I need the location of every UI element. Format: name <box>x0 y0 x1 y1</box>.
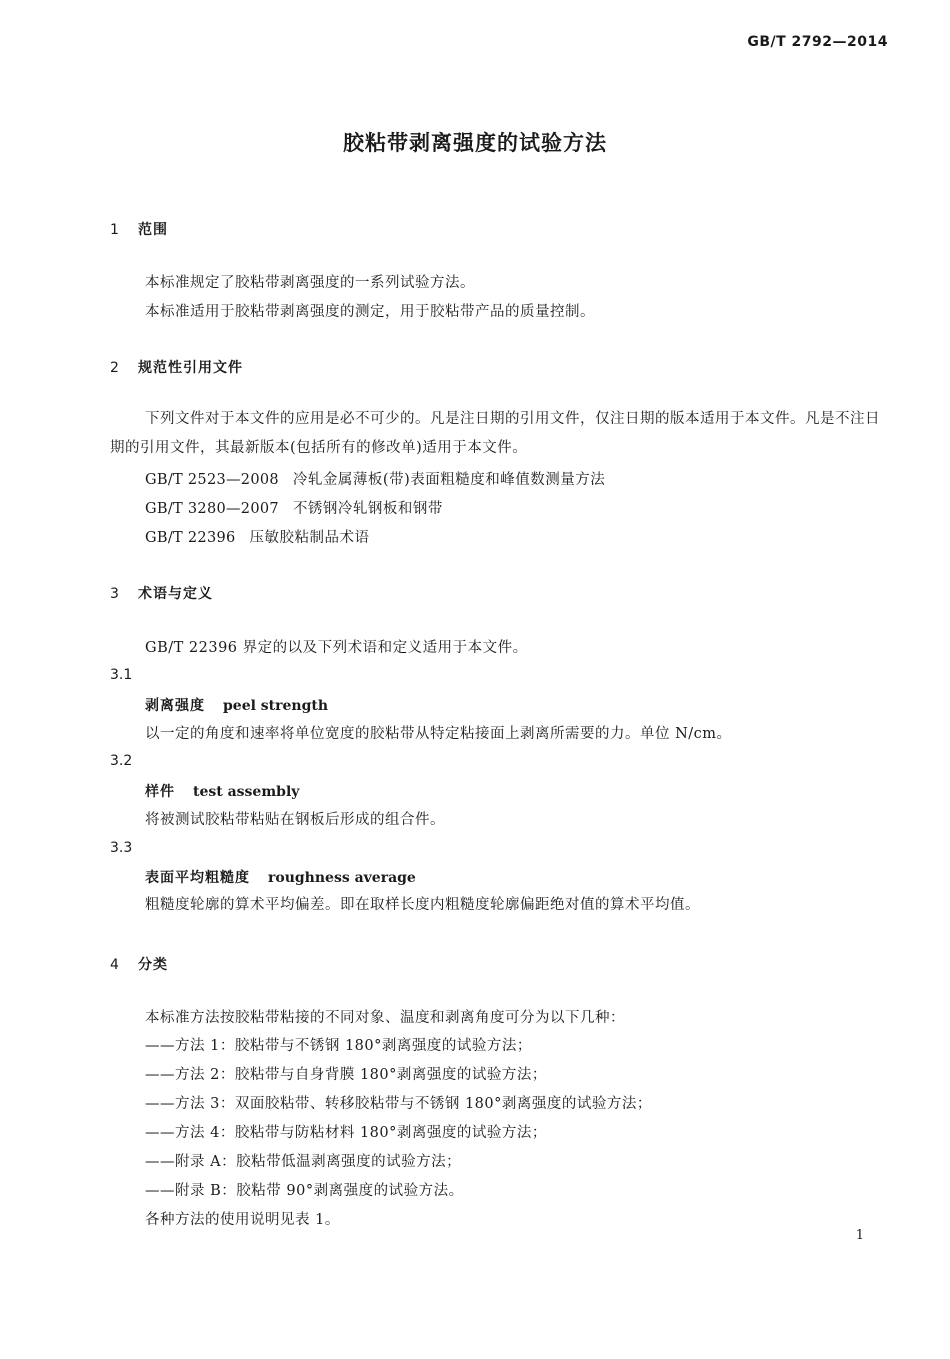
paragraph: 本标准规定了胶粘带剥离强度的一系列试验方法。 <box>145 275 475 291</box>
term-definition: 将被测试胶粘带粘贴在钢板后形成的组合件。 <box>145 812 445 828</box>
reference-title: 冷轧金属薄板(带)表面粗糙度和峰值数测量方法 <box>292 472 606 488</box>
section-title: 分类 <box>138 957 168 973</box>
section-title: 范围 <box>138 222 168 238</box>
reference-item <box>145 497 443 518</box>
term-en: roughness average <box>268 870 416 886</box>
reference-title: 压敏胶粘制品术语 <box>249 530 370 546</box>
list-item: ——方法 1：胶粘带与不锈钢 180°剥离强度的试验方法； <box>145 1038 532 1054</box>
reference-code: GB/T 22396 <box>145 530 236 546</box>
term-zh: 表面平均粗糙度 <box>145 870 250 886</box>
term-definition: 以一定的角度和速率将单位宽度的胶粘带从特定粘接面上剥离所需要的力。单位 N/cm。 <box>145 726 732 742</box>
paragraph: GB/T 22396 界定的以及下列术语和定义适用于本文件。 <box>145 640 528 656</box>
page-number: 1 <box>855 1228 864 1243</box>
section-title: 术语与定义 <box>138 586 213 602</box>
term-heading <box>145 867 416 887</box>
paragraph: 本标准方法按胶粘带粘接的不同对象、温度和剥离角度可分为以下几种： <box>145 1010 625 1026</box>
term-number: 3.2 <box>110 753 133 769</box>
list-item: ——方法 3：双面胶粘带、转移胶粘带与不锈钢 180°剥离强度的试验方法； <box>145 1096 652 1112</box>
term-number: 3.1 <box>110 667 133 683</box>
list-item: ——附录 A：胶粘带低温剥离强度的试验方法； <box>145 1154 462 1170</box>
reference-item <box>145 468 605 489</box>
section-number: 2 <box>110 360 119 376</box>
document-title: 胶粘带剥离强度的试验方法 <box>343 131 607 155</box>
section-title: 规范性引用文件 <box>138 360 243 376</box>
term-number: 3.3 <box>110 840 133 856</box>
section-4-heading <box>110 954 168 974</box>
list-item: ——方法 4：胶粘带与防粘材料 180°剥离强度的试验方法； <box>145 1125 547 1141</box>
section-number: 1 <box>110 222 119 238</box>
reference-code: GB/T 3280—2007 <box>145 501 279 517</box>
term-definition: 粗糙度轮廓的算术平均偏差。即在取样长度内粗糙度轮廓偏距绝对值的算术平均值。 <box>145 897 700 913</box>
list-item: ——方法 2：胶粘带与自身背膜 180°剥离强度的试验方法； <box>145 1067 547 1083</box>
term-en: peel strength <box>223 698 329 714</box>
term-heading <box>145 695 328 715</box>
paragraph: 本标准适用于胶粘带剥离强度的测定，用于胶粘带产品的质量控制。 <box>145 304 595 320</box>
reference-code: GB/T 2523—2008 <box>145 472 279 488</box>
term-zh: 样件 <box>145 784 175 800</box>
reference-item <box>145 526 370 547</box>
paragraph: 各种方法的使用说明见表 1。 <box>145 1212 340 1228</box>
section-2-heading <box>110 357 243 377</box>
section-number: 4 <box>110 957 119 973</box>
paragraph: 下列文件对于本文件的应用是必不可少的。凡是注日期的引用文件，仅注日期的版本适用于本文件。凡是不注日期的引用文件，其最新版本(包括所有的修改单)适用于本文件。 <box>110 411 880 456</box>
list-item: ——附录 B：胶粘带 90°剥离强度的试验方法。 <box>145 1183 464 1199</box>
standard-code: GB/T 2792—2014 <box>747 34 888 50</box>
reference-title: 不锈钢冷轧钢板和钢带 <box>292 501 443 517</box>
term-en: test assembly <box>193 784 300 800</box>
section-1-heading <box>110 219 168 239</box>
term-zh: 剥离强度 <box>145 698 205 714</box>
section-number: 3 <box>110 586 119 602</box>
section-3-heading <box>110 583 213 603</box>
term-heading <box>145 781 299 801</box>
